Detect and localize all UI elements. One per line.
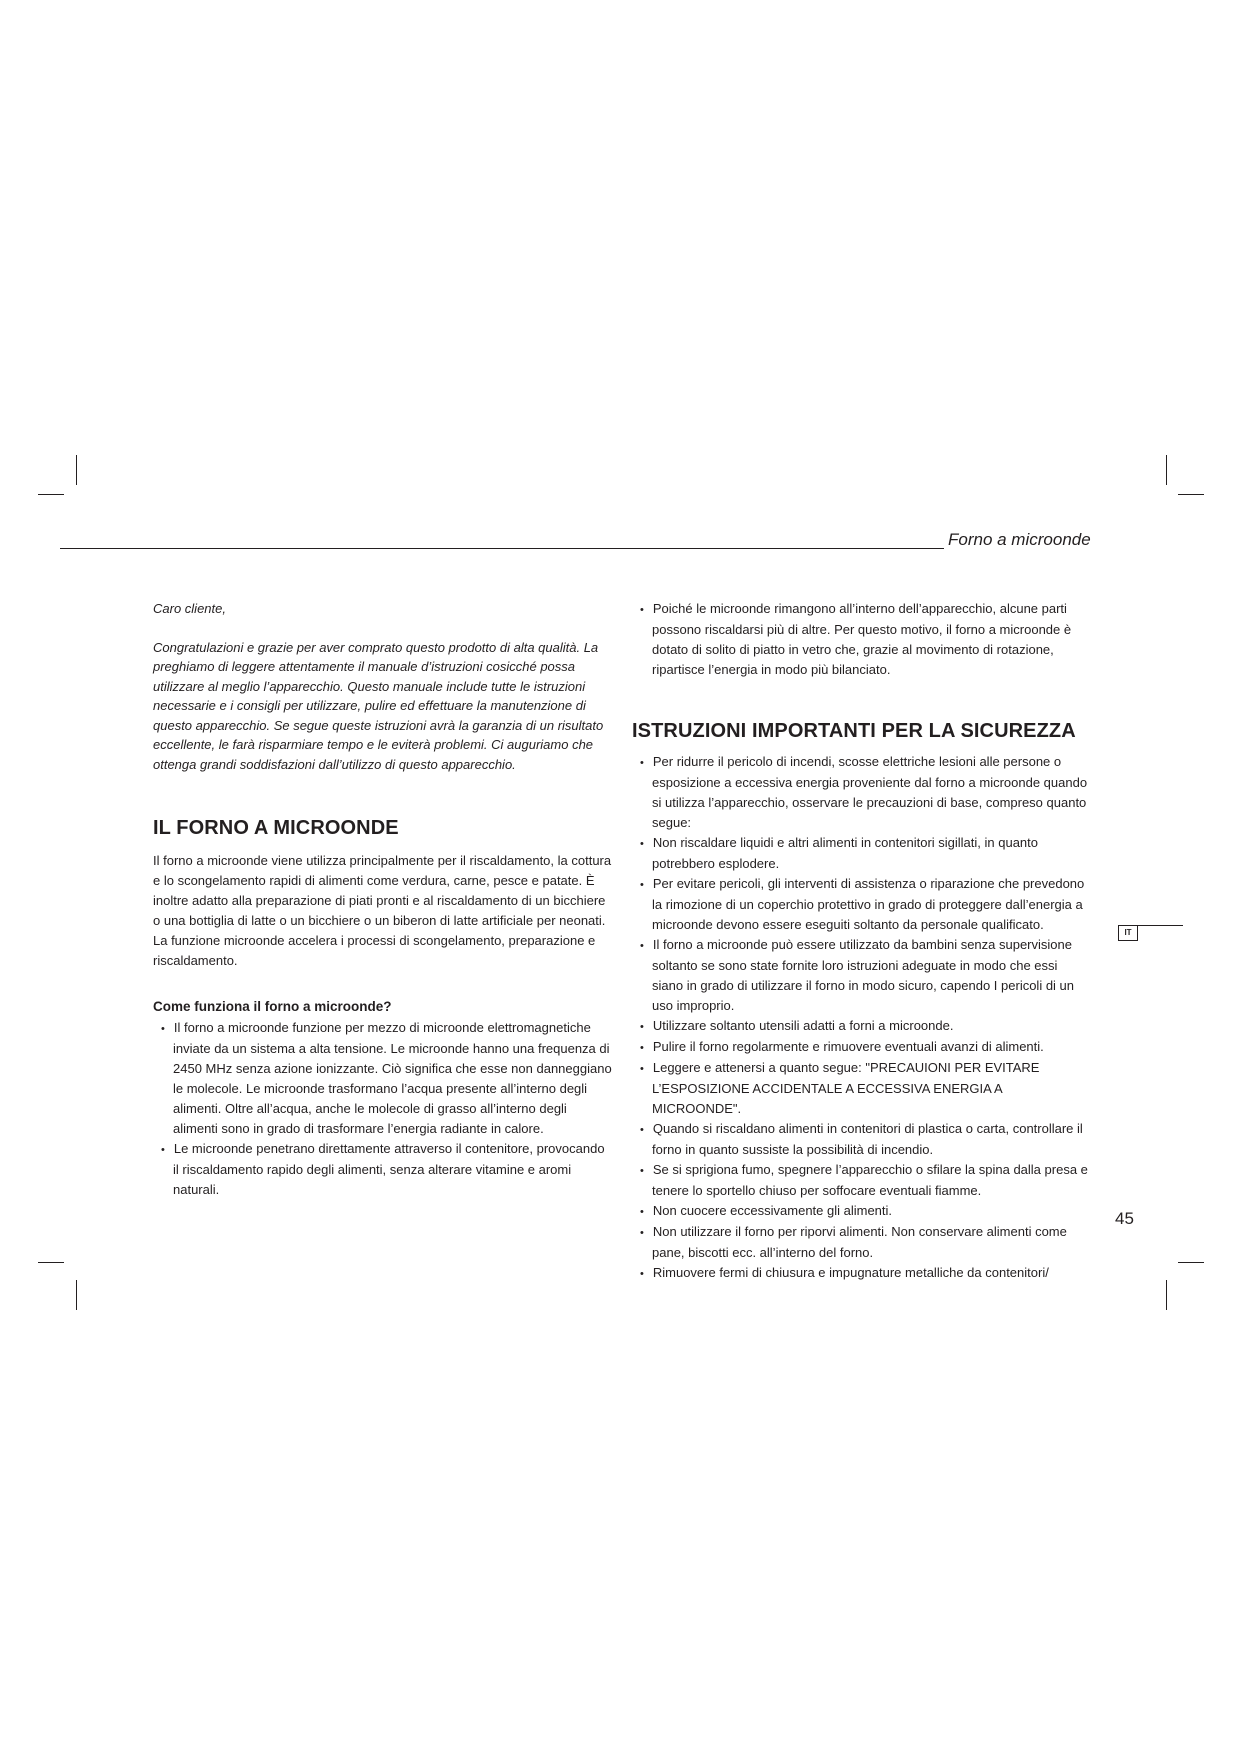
right-column	[632, 599, 1092, 1284]
list-item: • Non cuocere eccessivamente gli alimenti.	[632, 1201, 1092, 1222]
crop-mark	[1166, 455, 1167, 485]
list-item: • Quando si riscaldano alimenti in contenitori di plastica o carta, controllare il forno in quanto sussiste la possibilità di incendio.	[632, 1119, 1092, 1160]
crop-mark	[76, 455, 77, 485]
crop-mark	[1166, 1280, 1167, 1310]
safety-list	[632, 752, 1092, 1284]
how-it-works-list	[153, 1018, 613, 1200]
section-title-safety: ISTRUZIONI IMPORTANTI PER LA SICUREZZA	[632, 720, 1076, 742]
subsection-title-how-it-works: Come funziona il forno a microonde?	[153, 999, 392, 1014]
running-header: Forno a microonde	[948, 530, 1091, 549]
list-item: • Poiché le microonde rimangono all’interno dell’apparecchio, alcune parti possono riscaldarsi più di altre. Per questo motivo, il forno a microonde è dotato di solito di piatto in vetro che, grazie al movimento di rotazione, ripartisce l’energia in modo più bilanciato.	[632, 599, 1092, 680]
language-tab: IT	[1118, 925, 1138, 941]
list-item: • Non utilizzare il forno per riporvi alimenti. Non conservare alimenti come pane, biscotti ecc. all’interno del forno.	[632, 1222, 1092, 1263]
left-column	[153, 599, 613, 1200]
list-item: • Non riscaldare liquidi e altri alimenti in contenitori sigillati, in quanto potrebbero esplodere.	[632, 833, 1092, 874]
list-item: • Pulire il forno regolarmente e rimuovere eventuali avanzi di alimenti.	[632, 1037, 1092, 1058]
intro-block	[153, 599, 613, 774]
crop-mark	[1178, 494, 1204, 495]
microwave-description: Il forno a microonde viene utilizza principalmente per il riscaldamento, la cottura e lo scongelamento rapidi di alimenti come verdura, carne, pesce e patate. È inoltre adatto alla preparazione di piati pronti e al riscaldamento di un bicchiere o una bottiglia di latte o un bicchiere o un biberon di latte artificiale per neonati. La funzione microonde accelera i processi di scongelamento, preparazione e riscaldamento.	[153, 853, 612, 968]
section-title-microwave: IL FORNO A MICROONDE	[153, 817, 399, 839]
header-rule	[60, 548, 944, 549]
list-item: • Leggere e attenersi a quanto segue: "PRECAUIONI PER EVITARE L’ESPOSIZIONE ACCIDENTALE A ECCESSIVA ENERGIA A MICROONDE".	[632, 1058, 1092, 1119]
crop-mark	[1178, 1262, 1204, 1263]
crop-mark	[38, 1262, 64, 1263]
intro-text: Congratulazioni e grazie per aver comprato questo prodotto di alta qualità. La preghiamo di leggere attentamente il manuale d’istruzioni cosicché possa utilizzare al meglio l’apparecchio. Questo manuale include tutte le istruzioni necessarie e i consigli per utilizzare, pulire ed effettuare la manutenzione di questo apparecchio. Se segue queste istruzioni avrà la garanzia di un risultato eccellente, le farà risparmiare tempo e le eviterà problemi. Ci auguriamo che ottenga grandi soddisfazioni dall’utilizzo di questo apparecchio.	[153, 639, 604, 772]
list-item: • Rimuovere fermi di chiusura e impugnature metalliche da contenitori/	[632, 1263, 1092, 1284]
microwave-continued-list	[632, 599, 1092, 680]
list-item: • Utilizzare soltanto utensili adatti a forni a microonde.	[632, 1016, 1092, 1037]
crop-mark	[38, 494, 64, 495]
list-item: • Le microonde penetrano direttamente attraverso il contenitore, provocando il riscaldamento rapido degli alimenti, senza alterare vitamine e aromi naturali.	[153, 1139, 613, 1200]
language-tab-rule	[1137, 925, 1183, 926]
salutation: Caro cliente,	[153, 601, 226, 616]
list-item: • Il forno a microonde funzione per mezzo di microonde elettromagnetiche inviate da un sistema a alta tensione. Le microonde hanno una frequenza di 2450 MHz senza azione ionizzante. Ciò significa che esse non danneggiano le molecole. Le microonde trasformano l’acqua presente all’interno degli alimenti. Oltre all’acqua, anche le molecole di grasso all’interno degli alimenti sono in grado di trasformare l’energia radiante in calore.	[153, 1018, 613, 1139]
crop-mark	[76, 1280, 77, 1310]
list-item: • Se si sprigiona fumo, spegnere l’apparecchio o sfilare la spina dalla presa e tenere lo sportello chiuso per soffocare eventuali fiamme.	[632, 1160, 1092, 1201]
list-item: • Per evitare pericoli, gli interventi di assistenza o riparazione che prevedono la rimozione di un coperchio protettivo in grado di proteggere dall’energia a microonde devono essere eseguiti soltanto da personale qualificato.	[632, 874, 1092, 935]
page-number: 45	[1115, 1209, 1134, 1228]
list-item: • Il forno a microonde può essere utilizzato da bambini senza supervisione soltanto se sono state fornite loro istruzioni adeguate in modo che essi siano in grado di utilizzare il forno in modo sicuro, capendo I pericoli di un uso improprio.	[632, 935, 1092, 1016]
list-item: • Per ridurre il pericolo di incendi, scosse elettriche lesioni alle persone o esposizione a eccessiva energia proveniente dal forno a microonde quando si utilizza l’apparecchio, osservare le precauzioni di base, compreso quanto segue:	[632, 752, 1092, 833]
